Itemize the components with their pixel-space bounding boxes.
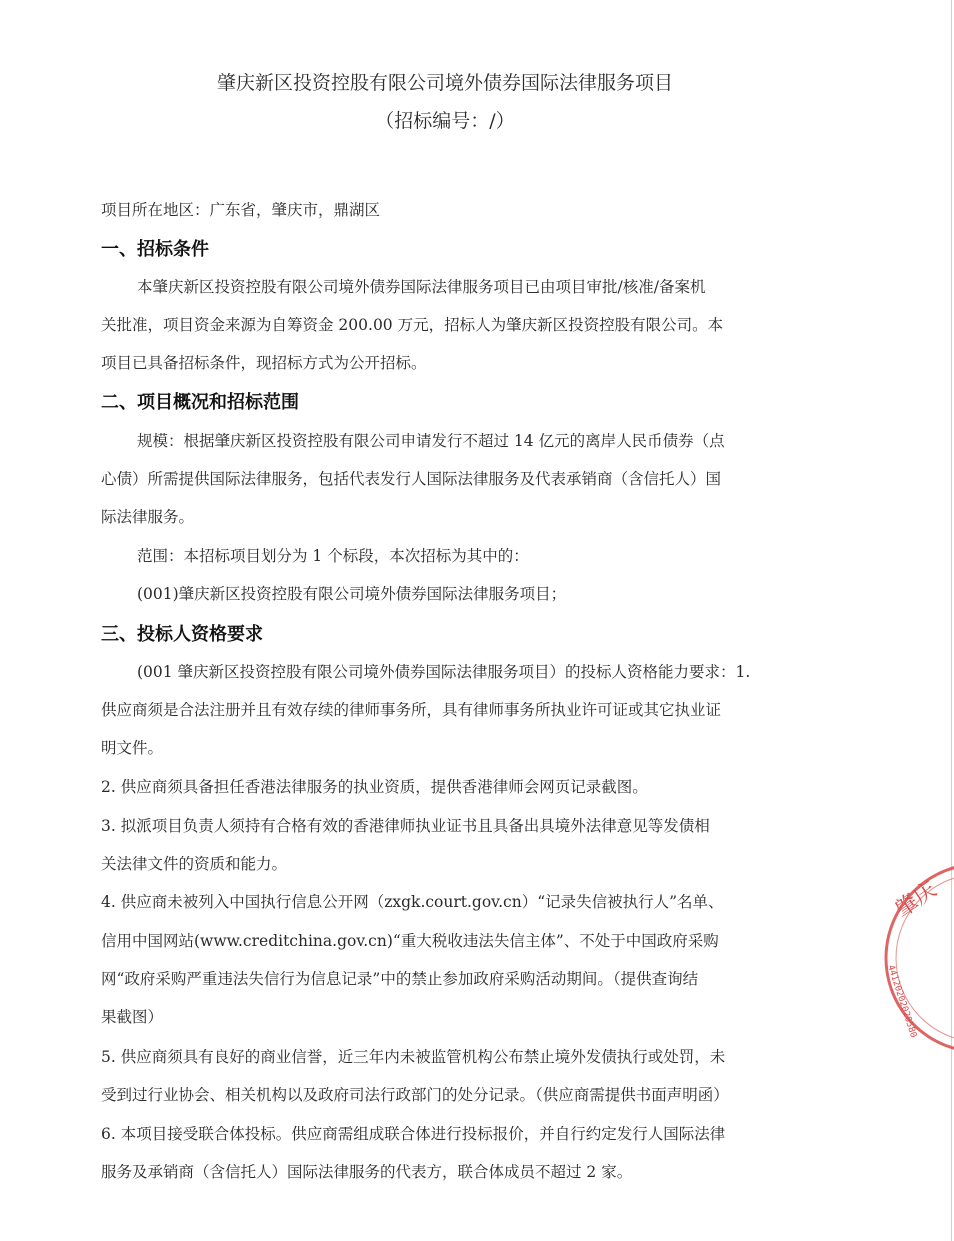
paragraph-line: 关法律文件的资质和能力。 [101,855,288,873]
document-title: 肇庆新区投资控股有限公司境外债券国际法律服务项目 [216,72,673,94]
paragraph-line: 受到过行业协会、相关机构以及政府司法行政部门的处分记录。（供应商需提供书面声明函） [101,1086,729,1104]
paragraph-line: 本肇庆新区投资控股有限公司境外债券国际法律服务项目已由项目审批/核准/备案机 [137,278,706,296]
paragraph-line: 4. 供应商未被列入中国执行信息公开网（zxgk.court.gov.cn）“记录失信被执行人”名单、 [101,893,724,911]
section-heading-2: 二、项目概况和招标范围 [101,392,299,413]
paragraph-line: 供应商须是合法注册并且有效存续的律师事务所，具有律师事务所执业许可证或其它执业证 [101,701,722,719]
paragraph-line: 果截图） [101,1008,164,1026]
paragraph-line: 心债）所需提供国际法律服务，包括代表发行人国际法律服务及代表承销商（含信托人）国 [101,470,722,488]
paragraph-line: 项目已具备招标条件，现招标方式为公开招标。 [101,354,427,372]
paragraph-line: 6. 本项目接受联合体投标。供应商需组成联合体进行投标报价，并自行约定发行人国际法律 [101,1125,726,1143]
paragraph-line: 规模：根据肇庆新区投资控股有限公司申请发行不超过 14 亿元的离岸人民币债券（点 [137,432,725,450]
paragraph-line: 信用中国网站(www.creditchina.gov.cn)“重大税收违法失信主体”、不处于中国政府采购 [101,932,719,950]
seal-digits: 44120202020580 [885,963,919,1040]
document-subtitle: （招标编号：/） [375,110,515,132]
paragraph-line: 3. 拟派项目负责人须持有合格有效的香港律师执业证书且具备出具境外法律意见等发债相 [101,817,710,835]
paragraph-line: 服务及承销商（含信托人）国际法律服务的代表方，联合体成员不超过 2 家。 [101,1163,633,1181]
paragraph-line: 5. 供应商须具有良好的商业信誉，近三年内未被监管机构公布禁止境外发债执行或处罚，未 [101,1048,726,1066]
section-heading-1: 一、招标条件 [101,239,209,260]
paragraph-line: 范围：本招标项目划分为 1 个标段，本次招标为其中的： [137,547,529,565]
seal-text: 肇庆 [891,877,942,923]
paragraph-line: (001 肇庆新区投资控股有限公司境外债券国际法律服务项目）的投标人资格能力要求：1. [137,663,751,681]
official-seal [880,858,954,1058]
paragraph-line: 关批准，项目资金来源为自筹资金 200.00 万元，招标人为肇庆新区投资控股有限公司。本 [101,316,724,334]
paragraph-line: (001)肇庆新区投资控股有限公司境外债券国际法律服务项目； [137,585,567,603]
paragraph-line: 2. 供应商须具备担任香港法律服务的执业资质，提供香港律师会网页记录截图。 [101,778,648,796]
project-region: 项目所在地区：广东省，肇庆市，鼎湖区 [101,201,381,219]
paragraph-line: 际法律服务。 [101,508,195,526]
section-heading-3: 三、投标人资格要求 [101,624,263,645]
paragraph-line: 网“政府采购严重违法失信行为信息记录”中的禁止参加政府采购活动期间。（提供查询结 [101,970,699,988]
paragraph-line: 明文件。 [101,739,164,757]
